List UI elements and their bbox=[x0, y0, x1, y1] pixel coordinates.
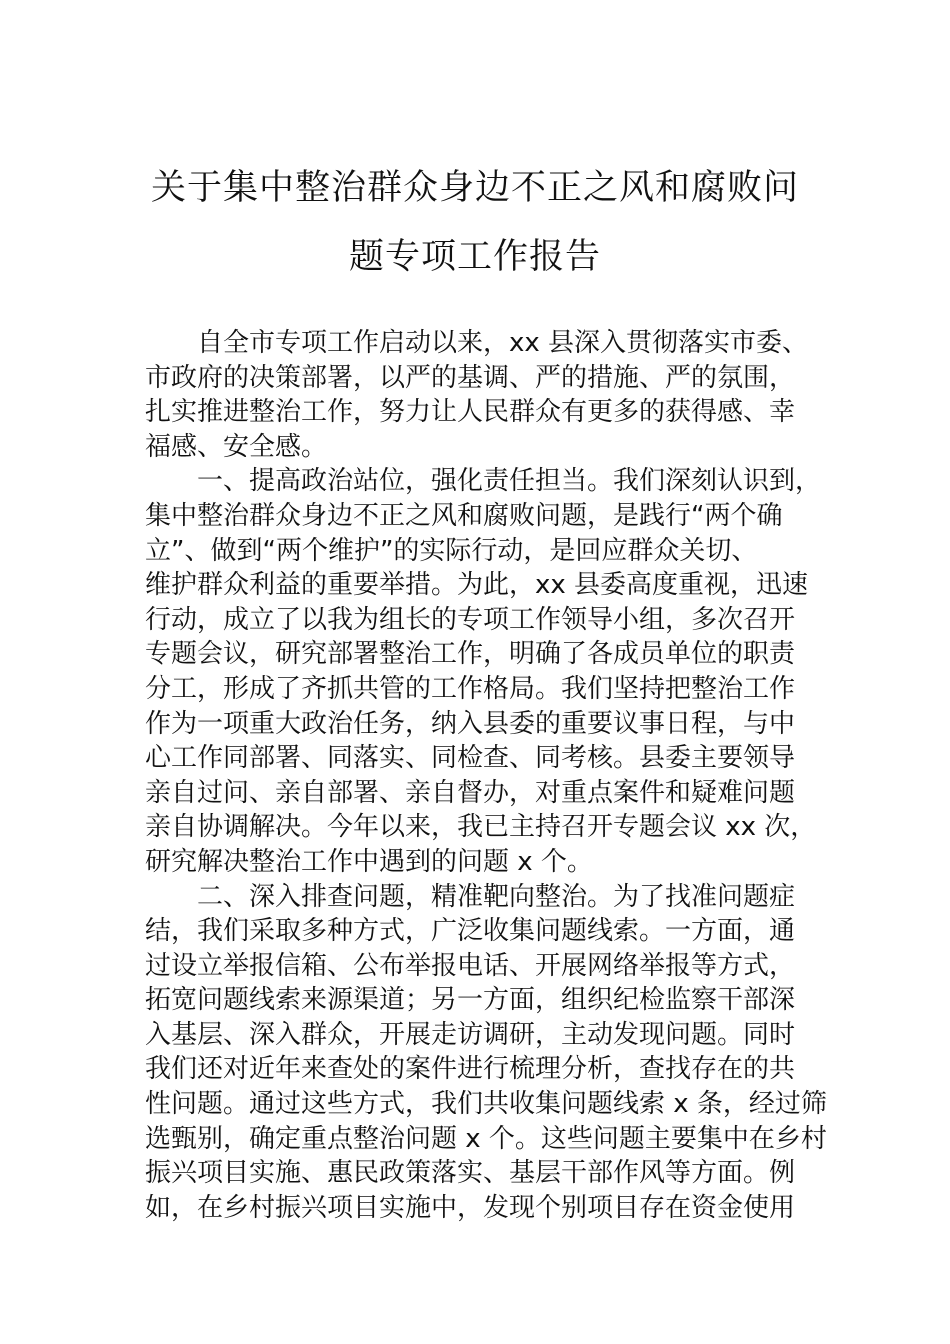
body-line: 过设立举报信箱、公布举报电话、开展网络举报等方式， bbox=[145, 950, 796, 981]
body-line: 行动，成立了以我为组长的专项工作领导小组，多次召开 bbox=[145, 604, 796, 635]
body-line: 作为一项重大政治任务，纳入县委的重要议事日程，与中 bbox=[145, 708, 796, 739]
document-title-line-1: 关于集中整治群众身边不正之风和腐败问 bbox=[150, 168, 799, 208]
body-line: 自全市专项工作启动以来，xx 县深入贯彻落实市委、 bbox=[145, 328, 809, 358]
body-line: 维护群众利益的重要举措。为此，xx 县委高度重视，迅速 bbox=[145, 570, 809, 601]
body-line: 扎实推进整治工作，努力让人民群众有更多的获得感、幸 bbox=[145, 397, 796, 428]
body-line: 振兴项目实施、惠民政策落实、基层干部作风等方面。例 bbox=[145, 1158, 796, 1189]
body-line: 选甄别，确定重点整治问题 x 个。这些问题主要集中在乡村 bbox=[145, 1123, 827, 1154]
body-line: 立”、做到“两个维护”的实际行动，是回应群众关切、 bbox=[145, 535, 758, 566]
body-line: 亲自协调解决。今年以来，我已主持召开专题会议 xx 次， bbox=[145, 812, 817, 843]
body-line: 一、提高政治站位，强化责任担当。我们深刻认识到， bbox=[145, 466, 822, 497]
body-line: 结，我们采取多种方式，广泛收集问题线索。一方面，通 bbox=[145, 916, 796, 947]
document-body bbox=[145, 326, 825, 1225]
body-line: 拓宽问题线索来源渠道；另一方面，组织纪检监察干部深 bbox=[145, 985, 796, 1016]
body-line: 集中整治群众身边不正之风和腐败问题，是践行“两个确 bbox=[145, 500, 783, 531]
body-line: 福感、安全感。 bbox=[145, 431, 328, 462]
document-title-line-2: 题专项工作报告 bbox=[348, 237, 601, 277]
body-line: 研究解决整治工作中遇到的问题 x 个。 bbox=[145, 846, 593, 877]
body-line: 性问题。通过这些方式，我们共收集问题线索 x 条，经过筛 bbox=[145, 1089, 827, 1120]
body-line: 二、深入排查问题，精准靶向整治。为了找准问题症 bbox=[145, 881, 796, 912]
body-line: 入基层、深入群众，开展走访调研，主动发现问题。同时 bbox=[145, 1019, 796, 1050]
body-line: 亲自过问、亲自部署、亲自督办，对重点案件和疑难问题 bbox=[145, 777, 796, 808]
body-line: 专题会议，研究部署整治工作，明确了各成员单位的职责 bbox=[145, 639, 796, 670]
body-line: 心工作同部署、同落实、同检查、同考核。县委主要领导 bbox=[145, 743, 796, 774]
body-line: 市政府的决策部署，以严的基调、严的措施、严的氛围， bbox=[145, 362, 796, 393]
body-line: 分工，形成了齐抓共管的工作格局。我们坚持把整治工作 bbox=[145, 673, 796, 704]
body-line: 我们还对近年来查处的案件进行梳理分析，查找存在的共 bbox=[145, 1054, 796, 1085]
body-line: 如，在乡村振兴项目实施中，发现个别项目存在资金使用 bbox=[145, 1192, 796, 1223]
